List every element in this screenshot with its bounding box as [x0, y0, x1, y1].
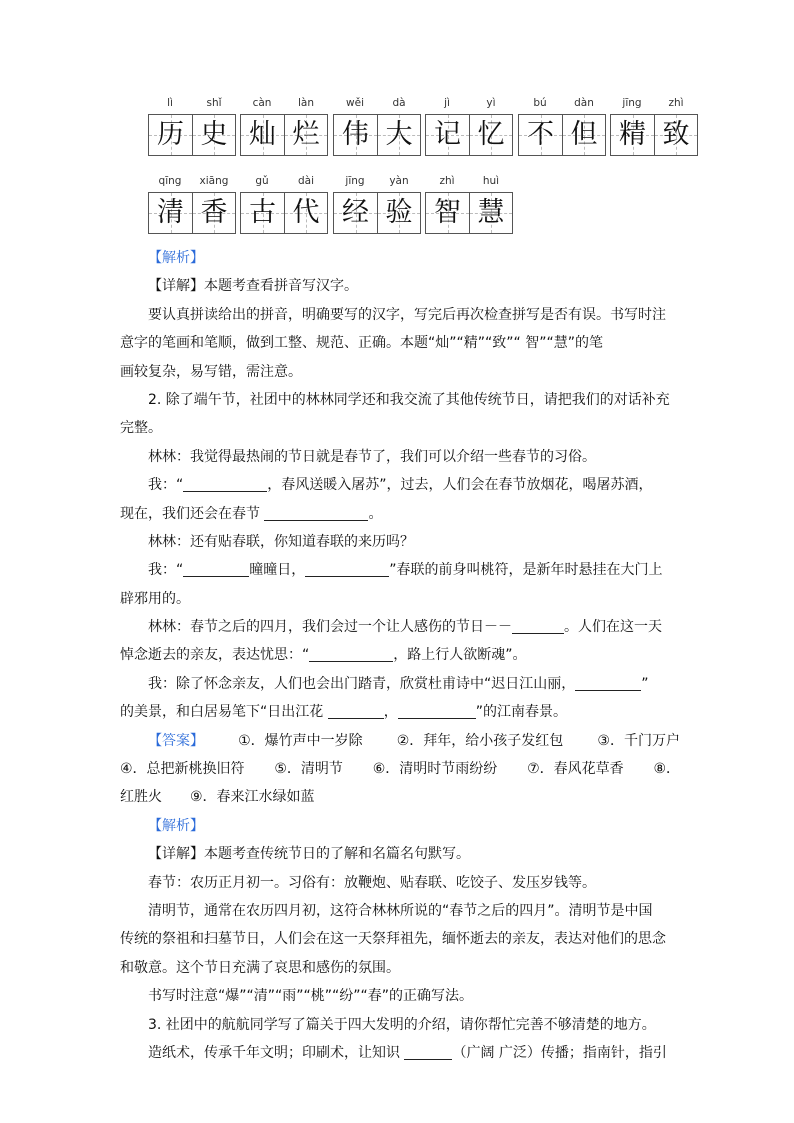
- pinyin: jīng: [622, 97, 642, 109]
- character: 忆: [477, 119, 505, 150]
- answer-item: 红胜火: [120, 789, 162, 806]
- paragraph-line: 和敬意。这个节日充满了哀思和感伤的氛围。: [120, 959, 400, 976]
- paragraph-line: 春节：农历正月初一。习俗有：放鞭炮、贴春联、吃饺子、发压岁钱等。: [148, 874, 596, 891]
- answer-item: ④．总把新桃换旧符: [120, 761, 245, 778]
- answer-line: [120, 755, 680, 783]
- answer-blank[interactable]: [264, 504, 368, 521]
- character: 历: [157, 119, 184, 150]
- detail-line: [120, 840, 680, 868]
- pinyin: qīng: [158, 175, 182, 187]
- character: 古: [249, 197, 276, 228]
- character: 记: [434, 119, 461, 150]
- dialogue-text: 我：“: [148, 562, 184, 579]
- pinyin: làn: [297, 97, 314, 109]
- character: 清: [157, 197, 184, 228]
- character: 灿: [249, 119, 276, 150]
- answer-blank[interactable]: [305, 560, 389, 577]
- detail-line: [120, 272, 680, 300]
- dialogue-text: 现在，我们还会在春节: [120, 505, 265, 522]
- answer-line: [120, 783, 680, 811]
- answer-line: [120, 727, 680, 755]
- paragraph-line: 传统的祭祖和扫墓节日，人们会在这一天祭拜祖先，缅怀逝去的亲友，表达对他们的思念: [120, 931, 666, 948]
- pinyin: zhì: [439, 175, 455, 187]
- dialogue-text: ”: [641, 675, 649, 692]
- pinyin: càn: [252, 97, 272, 109]
- dialogue-text: ”春联的前身叫桃符，是新年时悬挂在大门上: [389, 562, 663, 579]
- character: 慧: [477, 197, 505, 228]
- answer-blank[interactable]: [328, 702, 384, 719]
- answer-item: ⑥．清明时节雨纷纷: [372, 761, 498, 778]
- character: 代: [292, 197, 320, 228]
- pinyin: yàn: [389, 175, 409, 187]
- answer-item: ⑨．春来江水绿如蓝: [190, 789, 315, 806]
- answer-blank[interactable]: [183, 475, 267, 492]
- question-3-line: 3. 社团中的航航同学写了篇关于四大发明的介绍，请你帮忙完善不够清楚的地方。: [148, 1016, 656, 1033]
- dialogue-line: [120, 471, 680, 499]
- pinyin: dài: [297, 175, 315, 187]
- dialogue-line: [120, 613, 680, 641]
- answer-blank[interactable]: [404, 1043, 452, 1060]
- pinyin: dàn: [574, 97, 594, 109]
- answer-blank[interactable]: [183, 560, 249, 577]
- dialogue-text: 我：除了怀念亲友，人们也会出门踏青，欣赏杜甫诗中“迟日江山丽，: [148, 675, 576, 692]
- answer-tag: 【答案】: [148, 732, 204, 749]
- dialogue-text: 悼念逝去的亲友，表达忧思：“: [120, 647, 310, 664]
- dialogue-line: [120, 556, 680, 584]
- question-text: （广阔 广泛）传播；指南针，指引: [452, 1044, 667, 1061]
- dialogue-line: [120, 670, 680, 698]
- answer-item: ⑧．: [653, 761, 680, 778]
- document-body: [120, 244, 680, 1067]
- pinyin: jì: [444, 97, 450, 109]
- dialogue-line: [120, 698, 680, 726]
- pinyin: wěi: [346, 97, 364, 109]
- dialogue-line: [120, 500, 680, 528]
- answer-item: ②．拜年，给小孩子发红包: [396, 732, 564, 749]
- character: 史: [200, 119, 228, 150]
- dialogue-line: 林林：我觉得最热闹的节日就是春节了，我们可以介绍一些春节的习俗。: [148, 448, 596, 465]
- analysis-tag: 【解析】: [148, 817, 204, 834]
- paragraph-line: 意字的笔画和笔顺，做到工整、规范、正确。本题“灿”“精”“致”“ 智”“慧”的笔: [120, 335, 603, 352]
- answer-item: ⑤．清明节: [274, 761, 343, 778]
- pinyin: bú: [533, 97, 547, 109]
- dialogue-text: ，路上行人欲断魂”。: [393, 647, 527, 664]
- pinyin: huì: [482, 175, 500, 187]
- detail-text: 本题考查传统节日的了解和名篇名句默写。: [204, 846, 470, 863]
- answer-blank[interactable]: [398, 702, 476, 719]
- character: 但: [570, 119, 598, 150]
- question-text: 造纸术，传承千年文明；印刷术，让知识: [148, 1044, 405, 1061]
- question-2-line: 完整。: [120, 420, 162, 437]
- dialogue-text: 。人们在这一天: [564, 619, 662, 636]
- character: 不: [527, 119, 554, 150]
- character: 致: [662, 119, 690, 150]
- dialogue-line: [120, 641, 680, 669]
- dialogue-line: 林林：还有贴春联，你知道春联的来历吗？: [148, 533, 414, 550]
- character: 精: [619, 119, 646, 150]
- pinyin: dà: [392, 97, 406, 109]
- analysis-tag: 【解析】: [148, 250, 204, 266]
- pinyin: zhì: [668, 97, 684, 109]
- analysis-heading: [120, 244, 680, 272]
- character: 验: [385, 197, 413, 228]
- pinyin: lì: [167, 97, 173, 109]
- character: 烂: [292, 119, 320, 150]
- detail-text: 本题考查看拼音写汉字。: [204, 278, 358, 295]
- analysis-heading: [120, 812, 680, 840]
- answer-blank[interactable]: [309, 645, 393, 662]
- pinyin: jīng: [345, 175, 365, 187]
- dialogue-text: 我：“: [148, 477, 184, 494]
- paragraph-line: 书写时注意“爆”“清”“雨”“桃”“纷”“春”的正确写法。: [148, 988, 474, 1005]
- answer-item: ③．千门万户: [597, 732, 680, 749]
- dialogue-text: 的美景，和白居易笔下“日出江花: [120, 704, 328, 721]
- detail-tag: 【详解】: [148, 278, 204, 295]
- question-2-line: 2. 除了端午节，社团中的林林同学还和我交流了其他传统节日，请把我们的对话补充: [148, 391, 670, 408]
- answer-item: ①．爆竹声中一岁除: [238, 732, 363, 749]
- character: 伟: [342, 119, 369, 150]
- dialogue-line: 辟邪用的。: [120, 590, 190, 607]
- pinyin: gǔ: [255, 175, 269, 187]
- dialogue-text: ，: [383, 704, 398, 721]
- detail-tag: 【详解】: [148, 846, 204, 863]
- question-3-line: [120, 1039, 680, 1067]
- paragraph-line: 要认真拼读给出的拼音，明确要写的汉字，写完后再次检查拼写是否有误。书写时注: [148, 306, 666, 323]
- dialogue-text: 。: [368, 505, 383, 522]
- character: 香: [200, 197, 228, 228]
- dialogue-text: 林林：春节之后的四月，我们会过一个让人感伤的节日－－: [148, 619, 512, 636]
- character: 智: [434, 197, 461, 228]
- dialogue-text: ，春风送暖入屠苏”，过去，人们会在春节放烟花，喝屠苏酒，: [267, 477, 653, 494]
- answer-blank[interactable]: [512, 617, 564, 634]
- answer-item: ⑦．春风花草香: [527, 761, 624, 778]
- character: 经: [342, 197, 369, 228]
- dialogue-text: ”的江南春景。: [475, 704, 567, 721]
- character: 大: [385, 119, 413, 150]
- dialogue-text: 曈曈日，: [249, 562, 306, 579]
- pinyin: shǐ: [206, 97, 222, 109]
- answer-blank[interactable]: [575, 674, 641, 691]
- paragraph-line: 清明节，通常在农历四月初，这符合林林所说的“春节之后的四月”。清明节是中国: [148, 902, 653, 919]
- pinyin: yì: [486, 97, 496, 109]
- pinyin: xiāng: [199, 175, 229, 187]
- paragraph-line: 画较复杂，易写错，需注意。: [120, 363, 302, 380]
